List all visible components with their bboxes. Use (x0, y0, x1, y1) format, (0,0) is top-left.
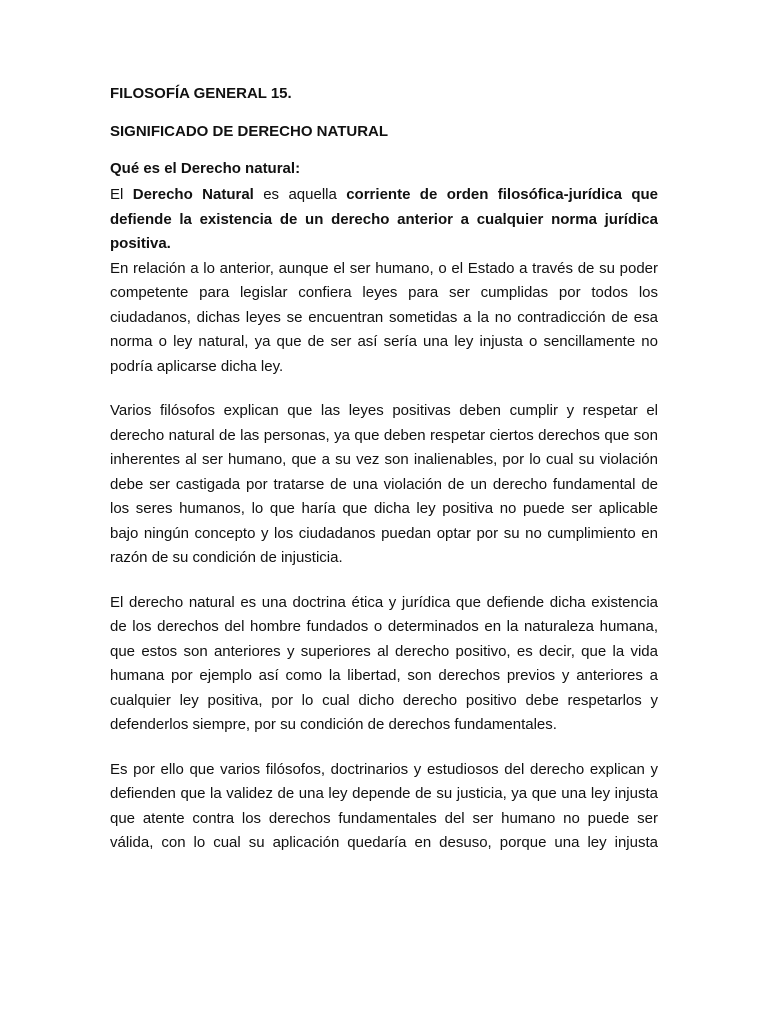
paragraph-2: Varios filósofos explican que las leyes positivas deben cumplir y respetar el derecho natural de las personas, ya que deben respetar ciertos derechos que son inherentes al ser humano, que a su vez son inalienables, por lo cual su violación debe ser castigada por tratarse de una violación de un derecho fundamental de los seres humanos, lo que haría que dicha ley positiva no puede ser aplicable bajo ningún concepto y los ciudadanos puedan optar por su no cumplimiento en razón de su condición de injusticia. (110, 402, 658, 566)
paragraph-3: El derecho natural es una doctrina ética y jurídica que defiende dicha existencia de los derechos del hombre fundados o determinados en la naturaleza humana, que estos son anteriores y superiores al derecho positivo, es decir, que la vida humana por ejemplo así como la libertad, son derechos previos y anteriores a cualquier ley positiva, por lo cual dicho derecho positivo debe respetarlos y defenderlos siempre, por su condición de derechos fundamentales. (110, 593, 658, 733)
section-heading: Qué es el Derecho natural: (110, 160, 301, 177)
paragraph-4: Es por ello que varios filósofos, doctrinarios y estudiosos del derecho explican y defienden que la validez de una ley depende de su justicia, ya que una ley injusta que atente contra los derechos fundamentales del ser humano no puede ser válida, con lo cual su aplicación quedaría en desuso, porque una ley injusta (110, 760, 658, 851)
definition-term: Derecho Natural (132, 186, 254, 203)
document-title: FILOSOFÍA GENERAL 15. (110, 85, 292, 102)
document-subtitle: SIGNIFICADO DE DERECHO NATURAL (110, 123, 389, 140)
document-body (110, 84, 658, 856)
definition-connector: es aquella (253, 186, 347, 203)
paragraph-1: En relación a lo anterior, aunque el ser humano, o el Estado a través de su poder competente para legislar confiera leyes para ser cumplidas por todos los ciudadanos, dichas leyes se encuentran sometidas a la no contradicción de esa norma o ley natural, ya que de ser así sería una ley injusta o sencillamente no podría aplicarse dicha ley. (110, 259, 658, 375)
definition-intro: El (110, 186, 133, 203)
definition-paragraph (110, 183, 658, 257)
definition-statement: corriente de orden filosófica-jurídica que defiende la existencia de un derecho anterior a cualquier norma jurídica positiva. (110, 186, 658, 252)
